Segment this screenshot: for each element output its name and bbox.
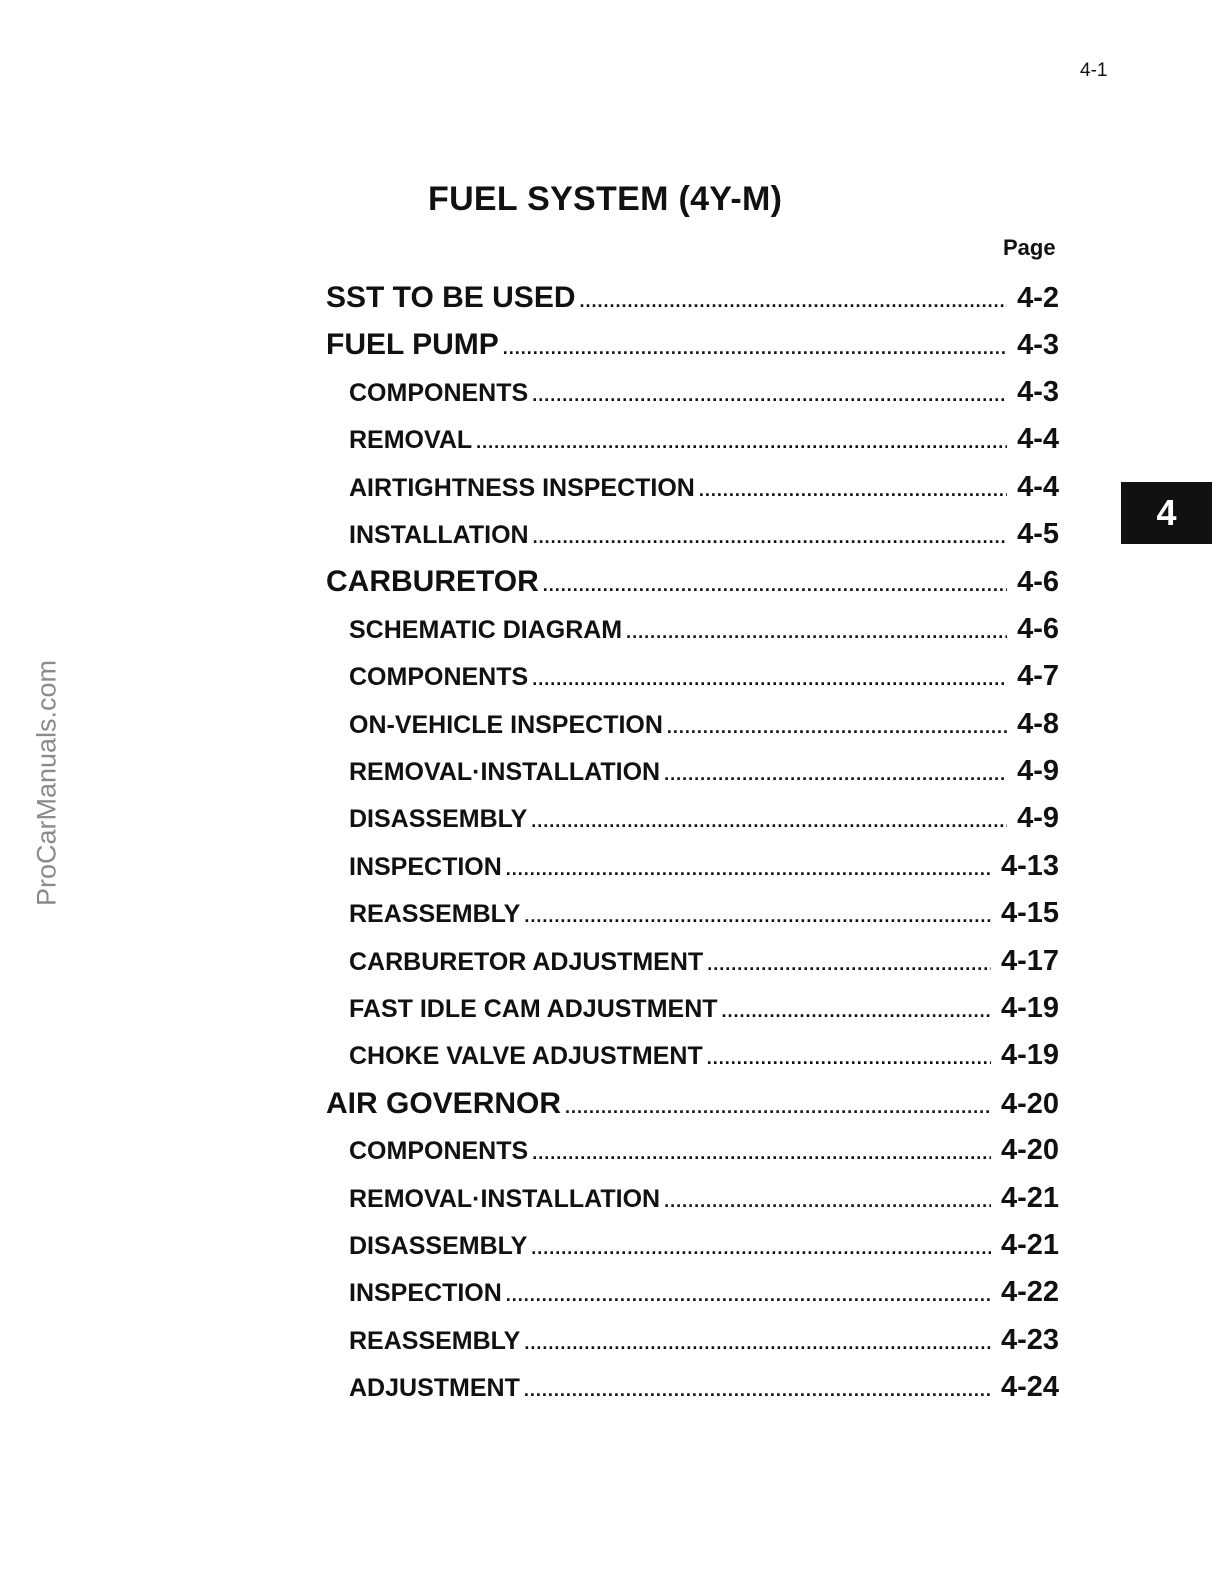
toc-entry-page: 4-5 (1017, 518, 1059, 550)
toc-entry-page: 4-19 (1000, 992, 1059, 1024)
toc-entry-label: SCHEMATIC DIAGRAM (349, 616, 623, 644)
toc-entry-label: REMOVAL (349, 426, 473, 454)
dot-leader (722, 1001, 991, 1022)
dot-leader (524, 1333, 991, 1354)
toc-entry[interactable] (349, 897, 1059, 930)
toc-entry-label: FAST IDLE CAM ADJUSTMENT (349, 995, 718, 1023)
dot-leader (667, 717, 1007, 738)
toc-entry-page: 4-23 (1000, 1324, 1059, 1356)
toc-entry-page: 4-9 (1017, 802, 1059, 834)
toc-entry-label: INSPECTION (349, 1279, 502, 1307)
dot-leader (707, 954, 991, 975)
toc-entry-label: REASSEMBLY (349, 1327, 521, 1355)
dot-leader (532, 669, 1007, 690)
toc-entry[interactable] (326, 281, 1059, 315)
dot-leader (524, 906, 991, 927)
dot-leader (506, 859, 991, 880)
dot-leader (580, 291, 1008, 312)
toc-entry-label: ADJUSTMENT (349, 1374, 520, 1402)
toc-entry[interactable] (349, 992, 1059, 1025)
toc-entry-page: 4-9 (1017, 755, 1059, 787)
toc-entry-page: 4-21 (1000, 1182, 1059, 1214)
dot-leader (664, 1191, 991, 1212)
toc-entry-page: 4-6 (1017, 566, 1059, 598)
toc-entry[interactable] (349, 518, 1059, 551)
toc-entry[interactable] (349, 613, 1059, 646)
toc-entry-label: DISASSEMBLY (349, 1232, 528, 1260)
page-number: 4-1 (1080, 60, 1108, 81)
toc-entry-label: FUEL PUMP (326, 328, 499, 361)
dot-leader (503, 338, 1007, 359)
toc-entry[interactable] (349, 802, 1059, 835)
dot-leader (533, 527, 1007, 548)
toc-entry[interactable] (326, 328, 1059, 362)
dot-leader (565, 1097, 991, 1118)
toc-entry-label: CHOKE VALVE ADJUSTMENT (349, 1042, 703, 1070)
toc-entry-page: 4-13 (1000, 850, 1059, 882)
dot-leader (543, 575, 1007, 596)
dot-leader (531, 811, 1007, 832)
page-title: FUEL SYSTEM (4Y-M) (428, 180, 783, 218)
toc-entry[interactable] (349, 708, 1059, 741)
toc-entry[interactable] (349, 423, 1059, 456)
toc-entry[interactable] (349, 1371, 1059, 1404)
dot-leader (532, 1143, 991, 1164)
dot-leader (531, 1238, 991, 1259)
toc-entry-page: 4-22 (1000, 1276, 1059, 1308)
toc-entry[interactable] (326, 565, 1059, 599)
watermark: ProCarManuals.com (31, 659, 62, 907)
toc-entry-page: 4-3 (1017, 329, 1059, 361)
toc-entry[interactable] (349, 471, 1059, 504)
toc-entry-page: 4-20 (1000, 1088, 1059, 1120)
toc-entry-page: 4-15 (1000, 897, 1059, 929)
toc-entry-page: 4-6 (1017, 613, 1059, 645)
toc-entry-label: REMOVAL·INSTALLATION (349, 758, 661, 786)
toc-entry-page: 4-19 (1000, 1039, 1059, 1071)
dot-leader (707, 1048, 991, 1069)
toc-entry-label: ON-VEHICLE INSPECTION (349, 711, 663, 739)
toc-entry-label: REMOVAL·INSTALLATION (349, 1185, 661, 1213)
toc-entry-page: 4-17 (1000, 945, 1059, 977)
toc-entry[interactable] (349, 755, 1059, 788)
toc-entry-label: REASSEMBLY (349, 900, 521, 928)
dot-leader (626, 622, 1007, 643)
toc-entry[interactable] (349, 945, 1059, 978)
toc-entry[interactable] (349, 850, 1059, 883)
toc-entry-label: CARBURETOR ADJUSTMENT (349, 948, 704, 976)
toc-entry-page: 4-3 (1017, 376, 1059, 408)
toc-entry[interactable] (349, 1276, 1059, 1309)
toc-entry-page: 4-7 (1017, 660, 1059, 692)
toc-entry-label: CARBURETOR (326, 565, 539, 598)
dot-leader (532, 385, 1007, 406)
toc-entry-label: INSTALLATION (349, 521, 529, 549)
toc-entry[interactable] (349, 1324, 1059, 1357)
toc-entry[interactable] (349, 1039, 1059, 1072)
toc-entry-label: AIR GOVERNOR (326, 1087, 562, 1120)
toc-entry-label: SST TO BE USED (326, 281, 576, 314)
toc-entry-label: AIRTIGHTNESS INSPECTION (349, 474, 695, 502)
chapter-tab: 4 (1121, 482, 1212, 544)
toc-entry-page: 4-4 (1017, 471, 1059, 503)
toc-entry[interactable] (326, 1087, 1059, 1121)
dot-leader (524, 1380, 991, 1401)
toc-entry-label: COMPONENTS (349, 1137, 529, 1165)
toc-entry[interactable] (349, 1182, 1059, 1215)
toc-entry-page: 4-4 (1017, 423, 1059, 455)
toc-entry-page: 4-21 (1000, 1229, 1059, 1261)
toc-entry-page: 4-2 (1017, 282, 1059, 314)
toc-entry-page: 4-8 (1017, 708, 1059, 740)
toc-entry-label: DISASSEMBLY (349, 805, 528, 833)
toc-entry[interactable] (349, 660, 1059, 693)
toc-entry-label: INSPECTION (349, 853, 502, 881)
dot-leader (699, 480, 1007, 501)
toc-entry[interactable] (349, 1134, 1059, 1167)
toc-entry[interactable] (349, 376, 1059, 409)
toc-entry[interactable] (349, 1229, 1059, 1262)
dot-leader (506, 1285, 991, 1306)
toc-entry-label: COMPONENTS (349, 663, 529, 691)
toc-entry-page: 4-20 (1000, 1134, 1059, 1166)
toc-entry-label: COMPONENTS (349, 379, 529, 407)
toc-entry-page: 4-24 (1000, 1371, 1059, 1403)
dot-leader (476, 432, 1007, 453)
page-column-label: Page (1003, 235, 1056, 260)
dot-leader (664, 764, 1007, 785)
